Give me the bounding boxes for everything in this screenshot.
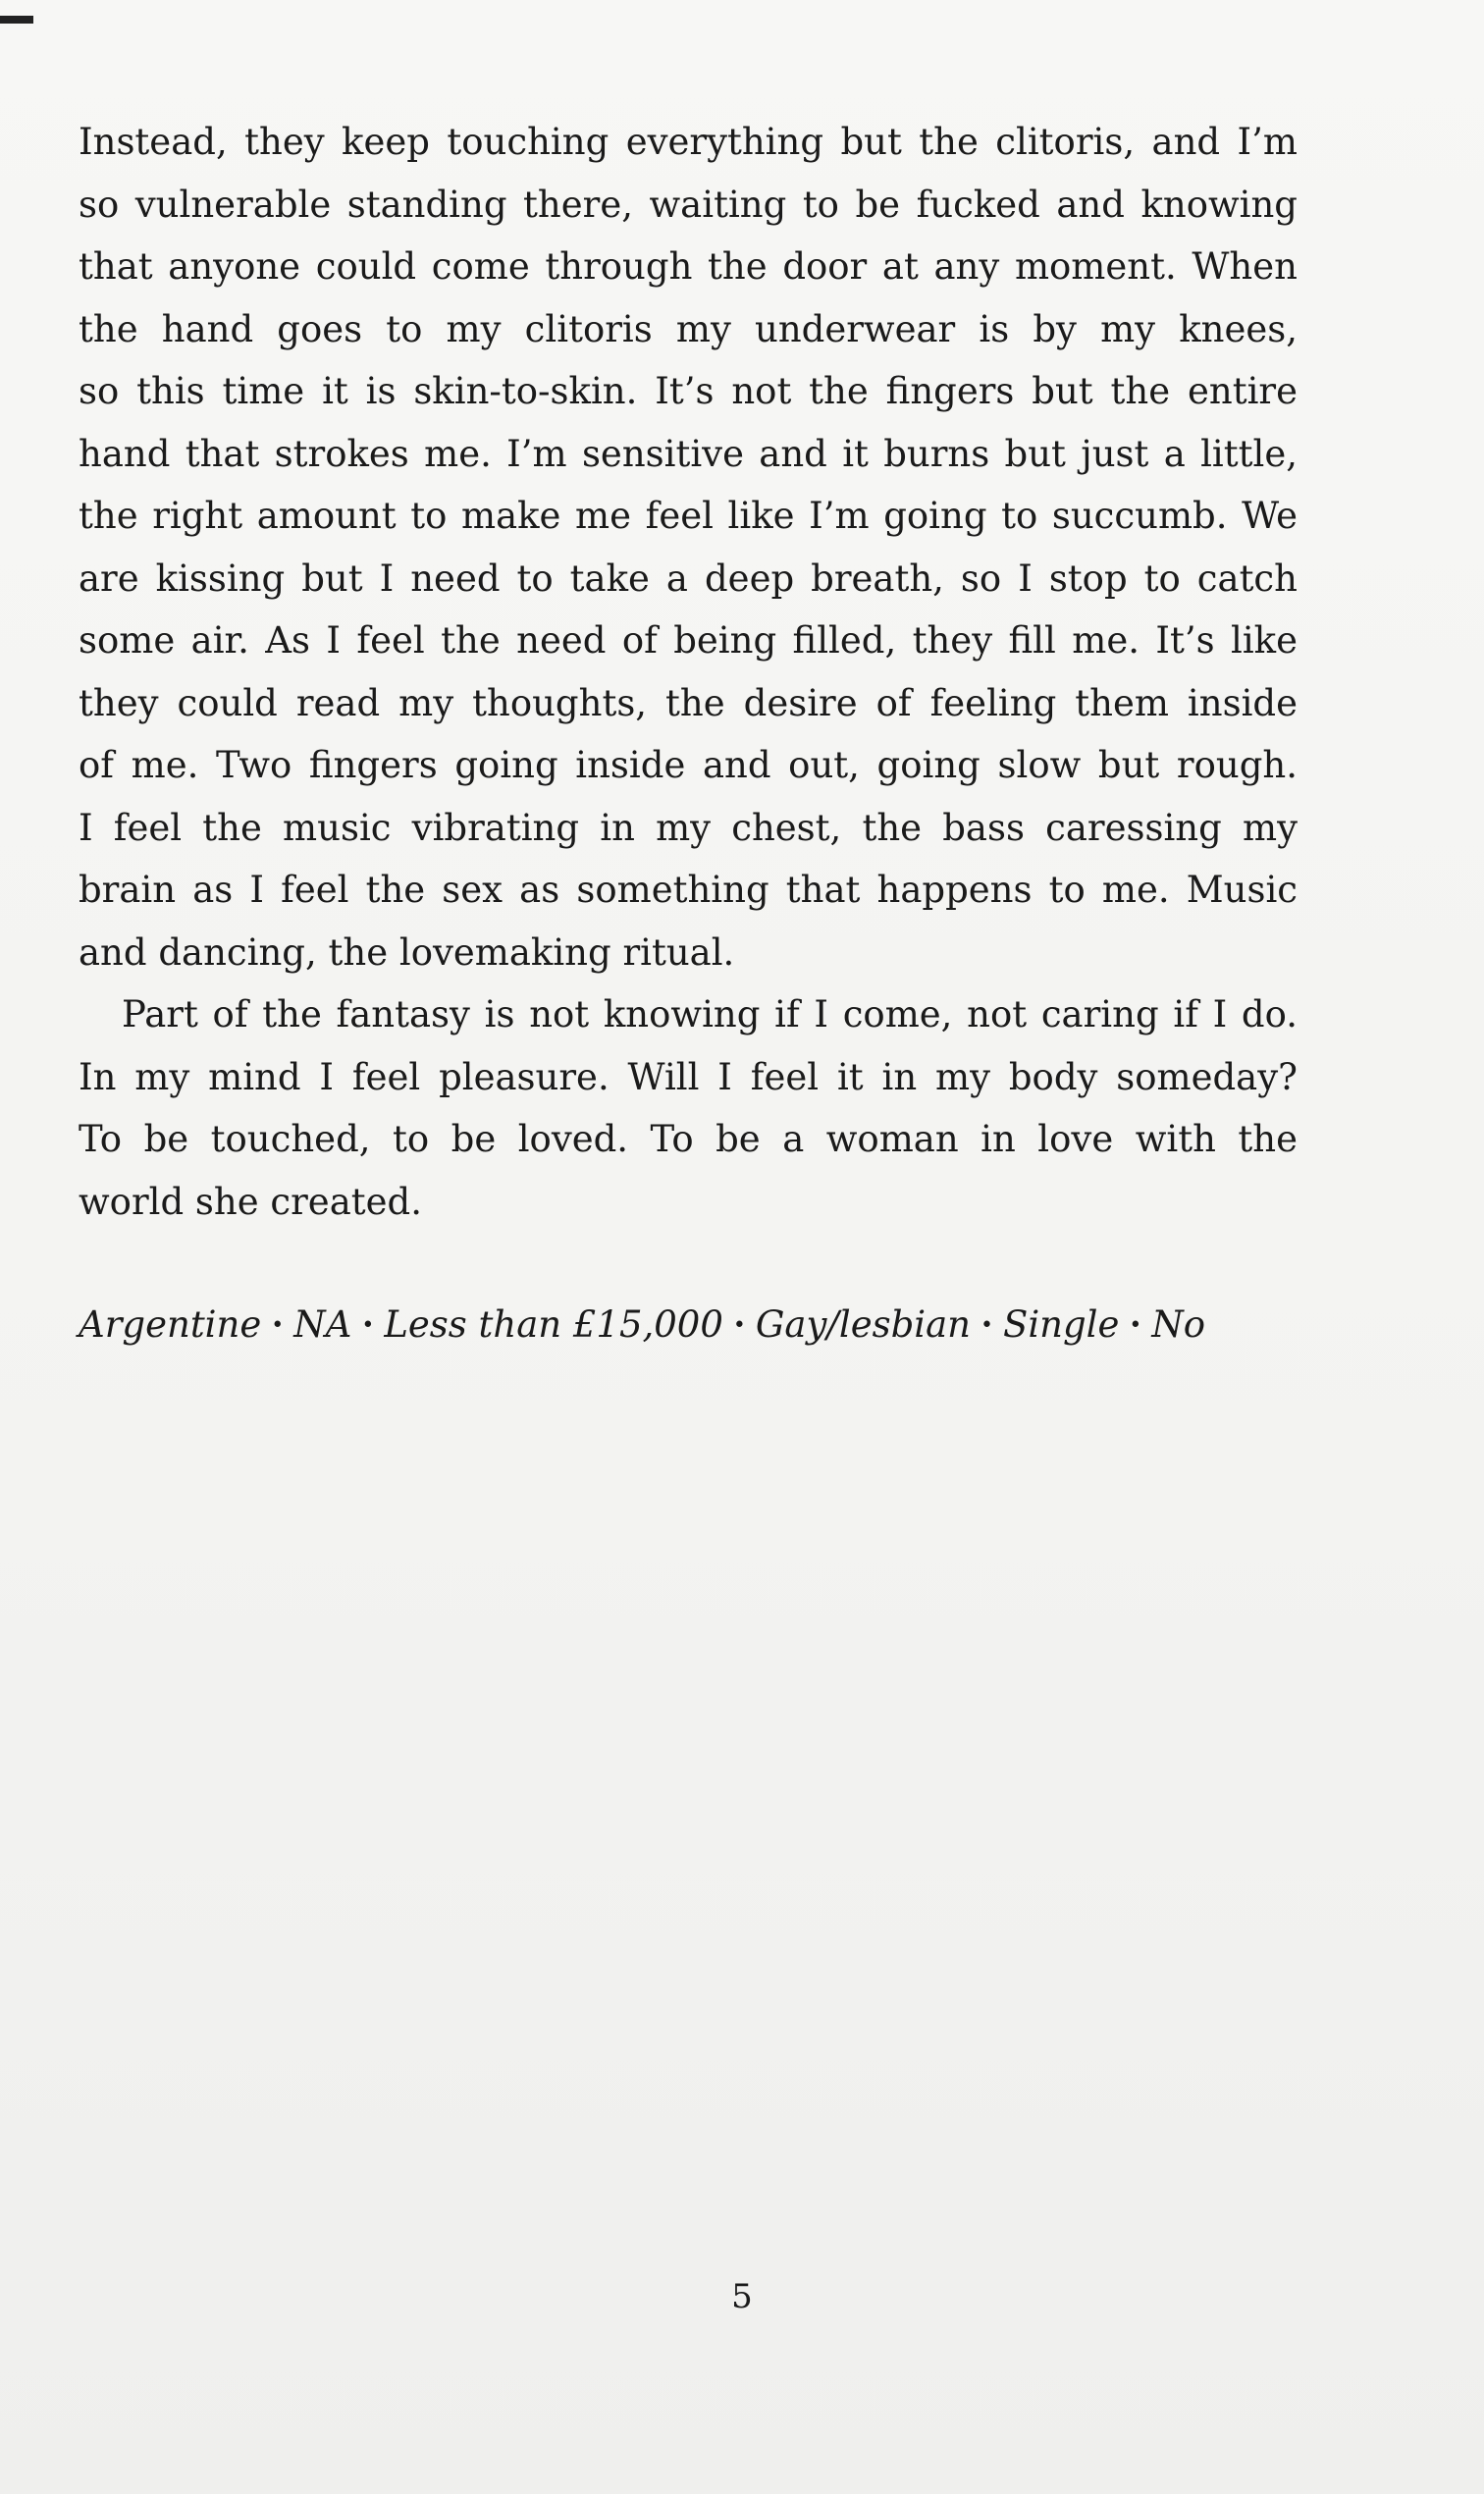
text-line: In my mind I feel pleasure. Will I feel it in my body someday? [79, 1055, 1298, 1098]
detail-no: No [1151, 1303, 1206, 1346]
text-line: the hand goes to my clitoris my underwear is by my knees, [79, 307, 1298, 350]
bullet-separator: • [732, 1313, 746, 1338]
nationality: Argentine [79, 1303, 262, 1346]
orientation: Gay/lesbian [755, 1303, 971, 1346]
body-text [79, 111, 1298, 1233]
text-line: some air. As I feel the need of being filled, they fill me. It’s like [79, 619, 1298, 662]
bullet-separator: • [980, 1313, 993, 1338]
text-line: the right amount to make me feel like I’m going to succumb. We [79, 495, 1298, 537]
bullet-separator: • [271, 1313, 285, 1338]
bullet-separator: • [1129, 1313, 1142, 1338]
income: Less than £15,000 [384, 1303, 723, 1346]
text-line: I feel the music vibrating in my chest, the bass caressing my [79, 806, 1298, 849]
relationship-status: Single [1002, 1303, 1120, 1346]
text-line: To be touched, to be loved. To be a woman in love with the [79, 1118, 1298, 1160]
text-line: and dancing, the lovemaking ritual. [79, 930, 735, 974]
text-line: of me. Two fingers going inside and out, going slow but rough. [79, 744, 1298, 786]
text-line: are kissing but I need to take a deep breath, so I stop to catch [79, 557, 1298, 600]
text-line: Instead, they keep touching everything but the clitoris, and I’m [79, 121, 1298, 163]
text-line: so vulnerable standing there, waiting to be fucked and knowing [79, 183, 1298, 226]
page-number: 5 [731, 2277, 753, 2316]
page-edge-mark [0, 16, 33, 24]
text-line: world she created. [79, 1180, 422, 1223]
text-line: hand that strokes me. I’m sensitive and it burns but just a little, [79, 432, 1298, 475]
text-line: that anyone could come through the door at any moment. When [79, 245, 1298, 288]
text-line: Part of the fantasy is not knowing if I come, not caring if I do. [122, 993, 1298, 1035]
bullet-separator: • [361, 1313, 375, 1338]
respondent-details [79, 1296, 1298, 1360]
paragraph-1 [79, 111, 1298, 983]
detail-na: NA [293, 1303, 352, 1346]
text-line: brain as I feel the sex as something that happens to me. Music [79, 869, 1298, 911]
paragraph-2 [79, 983, 1298, 1233]
text-line: they could read my thoughts, the desire of feeling them inside [79, 681, 1298, 724]
text-line: so this time it is skin-to-skin. It’s not the fingers but the entire [79, 370, 1298, 412]
